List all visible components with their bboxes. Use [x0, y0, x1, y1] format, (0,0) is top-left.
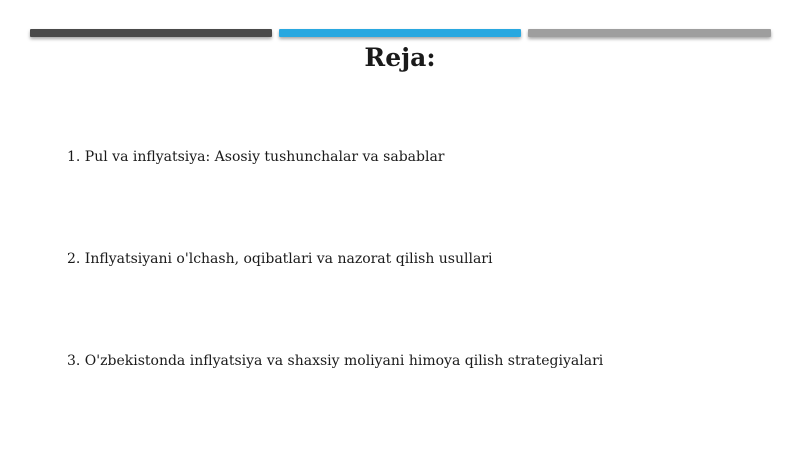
accent-bar-left — [30, 29, 272, 37]
accent-bar-right — [528, 29, 771, 37]
plan-item-1: 1. Pul va inflyatsiya: Asosiy tushunchalar va sabablar — [67, 149, 445, 165]
accent-bar-middle — [279, 29, 521, 37]
slide-title: Reja: — [364, 43, 436, 72]
plan-item-3: 3. O'zbekistonda inflyatsiya va shaxsiy moliyani himoya qilish strategiyalari — [67, 353, 604, 369]
plan-item-2: 2. Inflyatsiyani o'lchash, oqibatlari va nazorat qilish usullari — [67, 251, 493, 267]
